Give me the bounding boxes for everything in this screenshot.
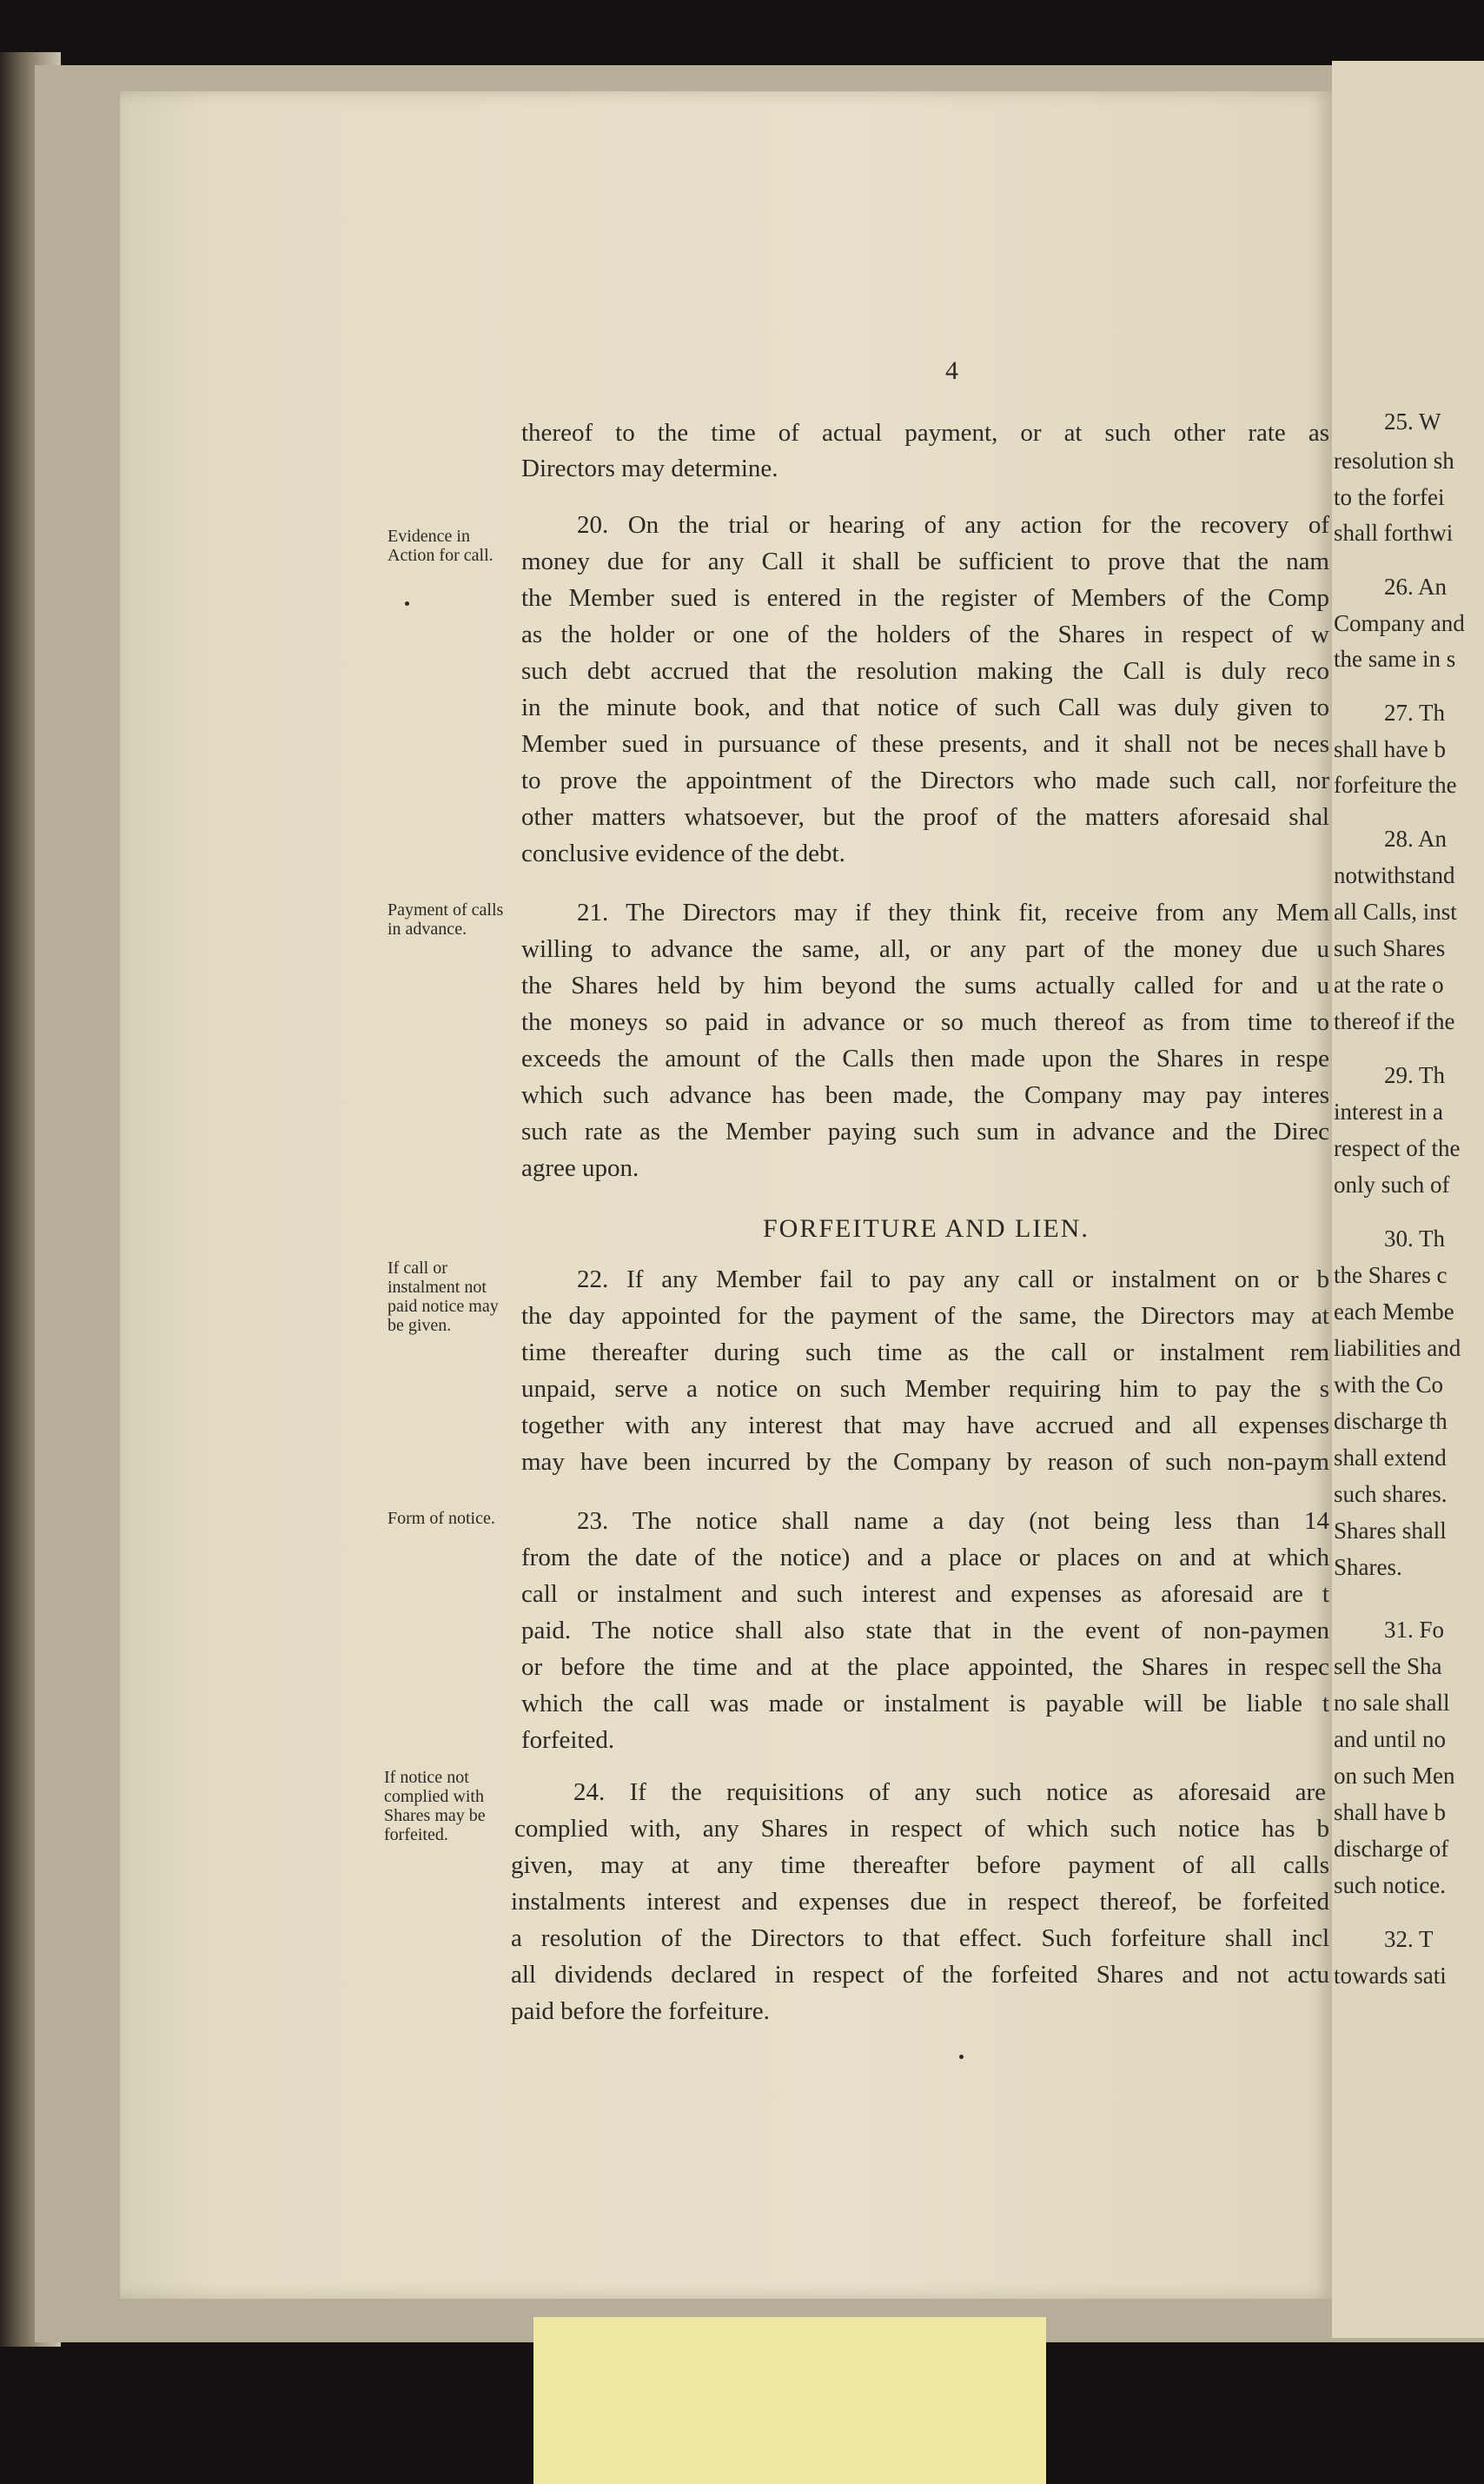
text-line: complied with, any Shares in respect of which such notice has b	[514, 1815, 1329, 1843]
next-page-line: no sale shall	[1334, 1690, 1450, 1716]
text-line: the moneys so paid in advance or so much thereof as from time to	[521, 1008, 1329, 1036]
text-line: 23. The notice shall name a day (not being less than 14	[577, 1507, 1329, 1535]
text-line: unpaid, serve a notice on such Member requiring him to pay the s	[521, 1375, 1329, 1403]
next-page-line: interest in a	[1334, 1099, 1443, 1125]
next-page-line: 27. Th	[1384, 700, 1446, 726]
text-line: which the call was made or instalment is payable will be liable t	[521, 1690, 1329, 1717]
text-line: such debt accrued that the resolution making the Call is duly reco	[521, 657, 1329, 685]
text-line: may have been incurred by the Company by reason of such non-paym	[521, 1448, 1329, 1476]
text-line: or before the time and at the place appointed, the Shares in respec	[521, 1653, 1329, 1681]
text-line: given, may at any time thereafter before payment of all calls	[511, 1851, 1329, 1879]
text-line: conclusive evidence of the debt.	[521, 840, 845, 867]
text-line: forfeited.	[521, 1726, 615, 1754]
text-line: paid. The notice shall also state that in the event of non-paymen	[521, 1617, 1329, 1644]
text-line: together with any interest that may have accrued and all expenses	[521, 1411, 1329, 1439]
next-page-line: forfeiture the	[1334, 772, 1457, 798]
text-line: from the date of the notice) and a place or places on and at which	[521, 1544, 1329, 1571]
next-page-line: the same in s	[1334, 646, 1456, 672]
next-page-line: such notice.	[1334, 1872, 1446, 1898]
section-heading: FORFEITURE AND LIEN.	[763, 1214, 1090, 1243]
text-line: the day appointed for the payment of the same, the Directors may at	[521, 1302, 1329, 1330]
text-line: in the minute book, and that notice of such Call was duly given to	[521, 694, 1329, 721]
text-line: willing to advance the same, all, or any part of the money due u	[521, 935, 1329, 963]
text-line: as the holder or one of the holders of the Shares in respect of w	[521, 621, 1329, 648]
next-page-line: such Shares	[1334, 935, 1446, 961]
next-page-line: to the forfei	[1334, 484, 1445, 510]
next-page-line: Shares.	[1334, 1554, 1402, 1580]
next-page-line: at the rate o	[1334, 972, 1444, 998]
next-page-line: notwithstand	[1334, 862, 1455, 888]
text-line: exceeds the amount of the Calls then made upon the Shares in respe	[521, 1045, 1329, 1073]
next-page-line: such shares.	[1334, 1481, 1448, 1507]
next-page-line: only such of	[1334, 1172, 1450, 1198]
text-line: 22. If any Member fail to pay any call or instalment on or b	[577, 1265, 1329, 1293]
next-page-line: sell the Sha	[1334, 1653, 1442, 1679]
next-page-line: the Shares c	[1334, 1262, 1448, 1288]
margin-note-forfeiture: If notice not complied with Shares may be forfeited.	[384, 1768, 486, 1844]
next-page-line: shall forthwi	[1334, 520, 1454, 546]
next-page-line: all Calls, inst	[1334, 899, 1457, 925]
text-line: call or instalment and such interest and expenses as aforesaid are t	[521, 1580, 1329, 1608]
next-page-line: 32. T	[1384, 1926, 1434, 1952]
next-page-line: 25. W	[1384, 408, 1441, 435]
text-line: other matters whatsoever, but the proof of the matters aforesaid shal	[521, 803, 1329, 831]
text-line: to prove the appointment of the Directors who made such call, nor	[521, 767, 1329, 794]
sticky-note-tab	[533, 2317, 1046, 2484]
next-page-line: discharge th	[1334, 1408, 1448, 1434]
next-page-line: liabilities and	[1334, 1335, 1461, 1361]
text-line: paid before the forfeiture.	[511, 1997, 770, 2025]
text-line: agree upon.	[521, 1154, 639, 1182]
ink-dot	[405, 601, 409, 606]
next-page-line: thereof if the	[1334, 1008, 1455, 1034]
next-page-line: 26. An	[1384, 574, 1448, 600]
next-page-line: Company and	[1334, 610, 1465, 636]
margin-note-evidence: Evidence in Action for call.	[388, 527, 494, 565]
margin-note-payment-advance: Payment of calls in advance.	[388, 900, 504, 939]
text-line: thereof to the time of actual payment, or at such other rate as	[521, 419, 1329, 447]
next-page-line: 31. Fo	[1384, 1617, 1445, 1643]
next-page-line: on such Men	[1334, 1763, 1455, 1789]
next-page-line: discharge of	[1334, 1836, 1449, 1862]
margin-note-call-not-paid: If call or instalment not paid notice may be given.	[388, 1259, 499, 1335]
next-page-line: 29. Th	[1384, 1062, 1446, 1088]
next-page-line: resolution sh	[1334, 448, 1454, 474]
text-line: Directors may determine.	[521, 455, 778, 482]
next-page-line: shall have b	[1334, 1799, 1446, 1825]
page-number: 4	[945, 356, 958, 385]
next-page-line: respect of the	[1334, 1135, 1461, 1161]
next-page-line: 28. An	[1384, 826, 1448, 852]
next-page-line: each Membe	[1334, 1298, 1454, 1325]
text-line: 24. If the requisitions of any such notice as aforesaid are	[573, 1778, 1326, 1806]
next-page-line: and until no	[1334, 1726, 1446, 1752]
next-page-line: shall have b	[1334, 736, 1446, 762]
next-page-line: with the Co	[1334, 1372, 1443, 1398]
text-line: money due for any Call it shall be sufficient to prove that the nam	[521, 548, 1329, 575]
text-line: the Shares held by him beyond the sums actually called for and u	[521, 972, 1329, 1000]
next-page-line: 30. Th	[1384, 1225, 1446, 1252]
text-line: a resolution of the Directors to that effect. Such forfeiture shall incl	[511, 1924, 1329, 1952]
text-line: time thereafter during such time as the call or instalment rem	[521, 1338, 1329, 1366]
text-line: which such advance has been made, the Company may pay interes	[521, 1081, 1329, 1109]
text-line: 21. The Directors may if they think fit, receive from any Mem	[577, 899, 1329, 927]
margin-note-form-of-notice: Form of notice.	[388, 1509, 495, 1528]
next-page-line: Shares shall	[1334, 1518, 1447, 1544]
next-page-line: shall extend	[1334, 1445, 1447, 1471]
text-line: all dividends declared in respect of the forfeited Shares and not actu	[511, 1961, 1329, 1989]
text-line: such rate as the Member paying such sum in advance and the Direc	[521, 1118, 1329, 1146]
text-line: instalments interest and expenses due in respect thereof, be forfeited	[511, 1888, 1329, 1916]
text-line: Member sued in pursuance of these presents, and it shall not be neces	[521, 730, 1329, 758]
ink-dot	[959, 2055, 964, 2059]
next-page-line: towards sati	[1334, 1963, 1447, 1989]
text-line: 20. On the trial or hearing of any action for the recovery of	[577, 511, 1329, 539]
next-page-edge	[1332, 61, 1484, 2338]
text-line: the Member sued is entered in the register of Members of the Comp	[521, 584, 1329, 612]
